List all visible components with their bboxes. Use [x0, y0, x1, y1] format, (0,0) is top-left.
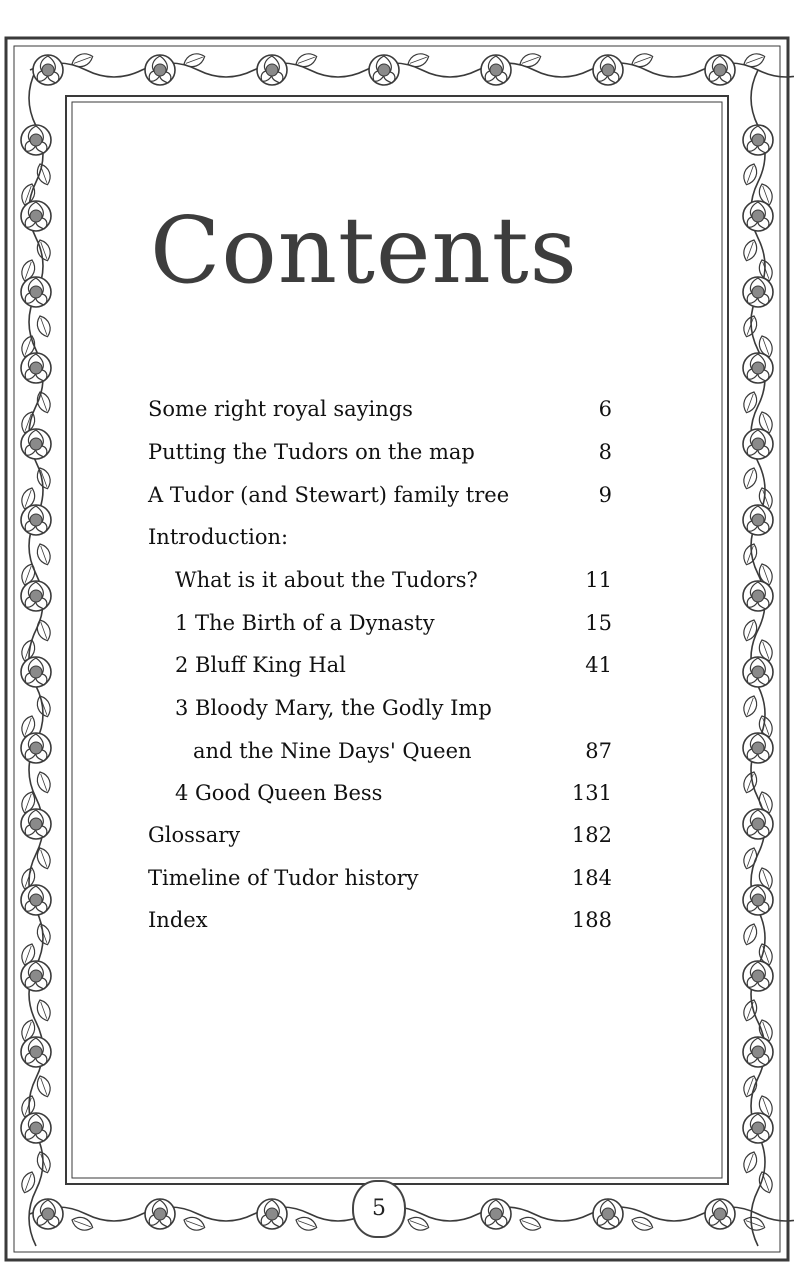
- toc-entry: [148, 863, 612, 893]
- tudor-rose: [21, 581, 51, 611]
- leaf: [34, 314, 53, 339]
- leaf: [518, 1214, 543, 1233]
- tudor-rose: [21, 809, 51, 839]
- toc-entry-page: 6: [598, 397, 612, 421]
- leaf: [70, 1214, 95, 1233]
- tudor-rose: [369, 55, 399, 85]
- leaf: [34, 542, 53, 567]
- leaf: [741, 466, 760, 491]
- toc-entry: [175, 650, 612, 680]
- tudor-rose: [21, 353, 51, 383]
- toc-entry: [148, 522, 612, 552]
- toc-entry: [148, 820, 612, 850]
- leaf: [756, 1170, 775, 1195]
- toc-entry-label: A Tudor (and Stewart) family tree: [148, 483, 510, 507]
- tudor-rose: [481, 1199, 511, 1229]
- tudor-rose: [743, 657, 773, 687]
- toc-entry-label: What is it about the Tudors?: [175, 568, 478, 592]
- tudor-rose: [257, 1199, 287, 1229]
- page-number: 5: [352, 1180, 406, 1238]
- leaf: [741, 770, 760, 795]
- toc-entry-page: 188: [571, 908, 612, 932]
- tudor-rose: [593, 1199, 623, 1229]
- leaf: [34, 162, 53, 187]
- tudor-rose: [21, 1113, 51, 1143]
- leaf: [34, 390, 53, 415]
- leaf: [741, 618, 760, 643]
- leaf: [741, 238, 760, 263]
- tudor-rose: [705, 55, 735, 85]
- leaf: [34, 1074, 53, 1099]
- leaf: [741, 314, 760, 339]
- toc-entry-label: Some right royal sayings: [148, 397, 413, 421]
- leaf: [741, 922, 760, 947]
- tudor-rose: [743, 505, 773, 535]
- tudor-rose: [145, 55, 175, 85]
- toc-entry-page: 184: [571, 866, 612, 890]
- toc-entry: [175, 693, 612, 723]
- toc-entry-page: 11: [585, 568, 612, 592]
- leaf: [70, 51, 95, 70]
- leaf: [741, 1074, 760, 1099]
- toc-entry: [148, 480, 612, 510]
- tudor-rose: [743, 1113, 773, 1143]
- leaf: [34, 466, 53, 491]
- leaf: [741, 1150, 760, 1175]
- leaf: [294, 51, 319, 70]
- toc-entry-page: 41: [585, 653, 612, 677]
- tudor-rose: [21, 1037, 51, 1067]
- toc-entry-label: 2 Bluff King Hal: [175, 653, 346, 677]
- leaf: [741, 846, 760, 871]
- tudor-rose: [743, 809, 773, 839]
- toc-entry: [175, 565, 612, 595]
- toc-entry-page: 8: [598, 440, 612, 464]
- toc-entry: [148, 905, 612, 935]
- toc-entry: [193, 736, 612, 766]
- leaf: [406, 51, 431, 70]
- toc-entry-label: Introduction:: [148, 525, 289, 549]
- tudor-rose: [21, 885, 51, 915]
- leaf: [34, 770, 53, 795]
- leaf: [34, 1150, 53, 1175]
- tudor-rose: [257, 55, 287, 85]
- tudor-rose: [21, 125, 51, 155]
- toc-entry-label: 3 Bloody Mary, the Godly Imp: [175, 696, 492, 720]
- leaf: [34, 618, 53, 643]
- toc-entry-label: Glossary: [148, 823, 241, 847]
- tudor-rose: [21, 733, 51, 763]
- tudor-rose: [743, 961, 773, 991]
- toc-entry-page: 9: [598, 483, 612, 507]
- tudor-rose: [743, 885, 773, 915]
- toc-entry-label: Putting the Tudors on the map: [148, 440, 475, 464]
- tudor-rose: [21, 277, 51, 307]
- toc-entry: [175, 778, 612, 808]
- leaf: [34, 998, 53, 1023]
- leaf: [182, 51, 207, 70]
- leaf: [741, 390, 760, 415]
- toc-entry-label: 1 The Birth of a Dynasty: [175, 611, 435, 635]
- toc-entry-page: 182: [571, 823, 612, 847]
- tudor-rose: [145, 1199, 175, 1229]
- tudor-rose: [21, 505, 51, 535]
- leaf: [741, 694, 760, 719]
- tudor-rose: [743, 125, 773, 155]
- leaf: [741, 542, 760, 567]
- page-title: Contents: [150, 197, 578, 304]
- toc-entry: [175, 608, 612, 638]
- toc-entry-page: 131: [571, 781, 612, 805]
- leaf: [742, 51, 767, 70]
- tudor-rose: [743, 353, 773, 383]
- toc-entry-page: 87: [585, 739, 612, 763]
- toc-entry-label: and the Nine Days' Queen: [193, 739, 472, 763]
- tudor-rose: [743, 201, 773, 231]
- tudor-rose: [743, 277, 773, 307]
- tudor-rose: [21, 201, 51, 231]
- leaf: [34, 694, 53, 719]
- toc-entry: [148, 394, 612, 424]
- leaf: [406, 1214, 431, 1233]
- tudor-rose: [33, 1199, 63, 1229]
- tudor-rose: [743, 733, 773, 763]
- leaf: [518, 51, 543, 70]
- leaf: [294, 1214, 319, 1233]
- leaf: [34, 922, 53, 947]
- toc-entry-label: 4 Good Queen Bess: [175, 781, 383, 805]
- toc-entry-label: Timeline of Tudor history: [148, 866, 419, 890]
- tudor-rose: [593, 55, 623, 85]
- leaf: [182, 1214, 207, 1233]
- tudor-rose: [743, 429, 773, 459]
- tudor-rose: [705, 1199, 735, 1229]
- leaf: [742, 1214, 767, 1233]
- toc-entry-label: Index: [148, 908, 208, 932]
- tudor-rose: [743, 581, 773, 611]
- leaf: [630, 1214, 655, 1233]
- tudor-rose: [743, 1037, 773, 1067]
- leaf: [630, 51, 655, 70]
- toc-entry-page: 15: [585, 611, 612, 635]
- tudor-rose: [21, 657, 51, 687]
- toc-entry: [148, 437, 612, 467]
- tudor-rose: [481, 55, 511, 85]
- tudor-rose: [21, 429, 51, 459]
- tudor-rose: [21, 961, 51, 991]
- tudor-rose: [33, 55, 63, 85]
